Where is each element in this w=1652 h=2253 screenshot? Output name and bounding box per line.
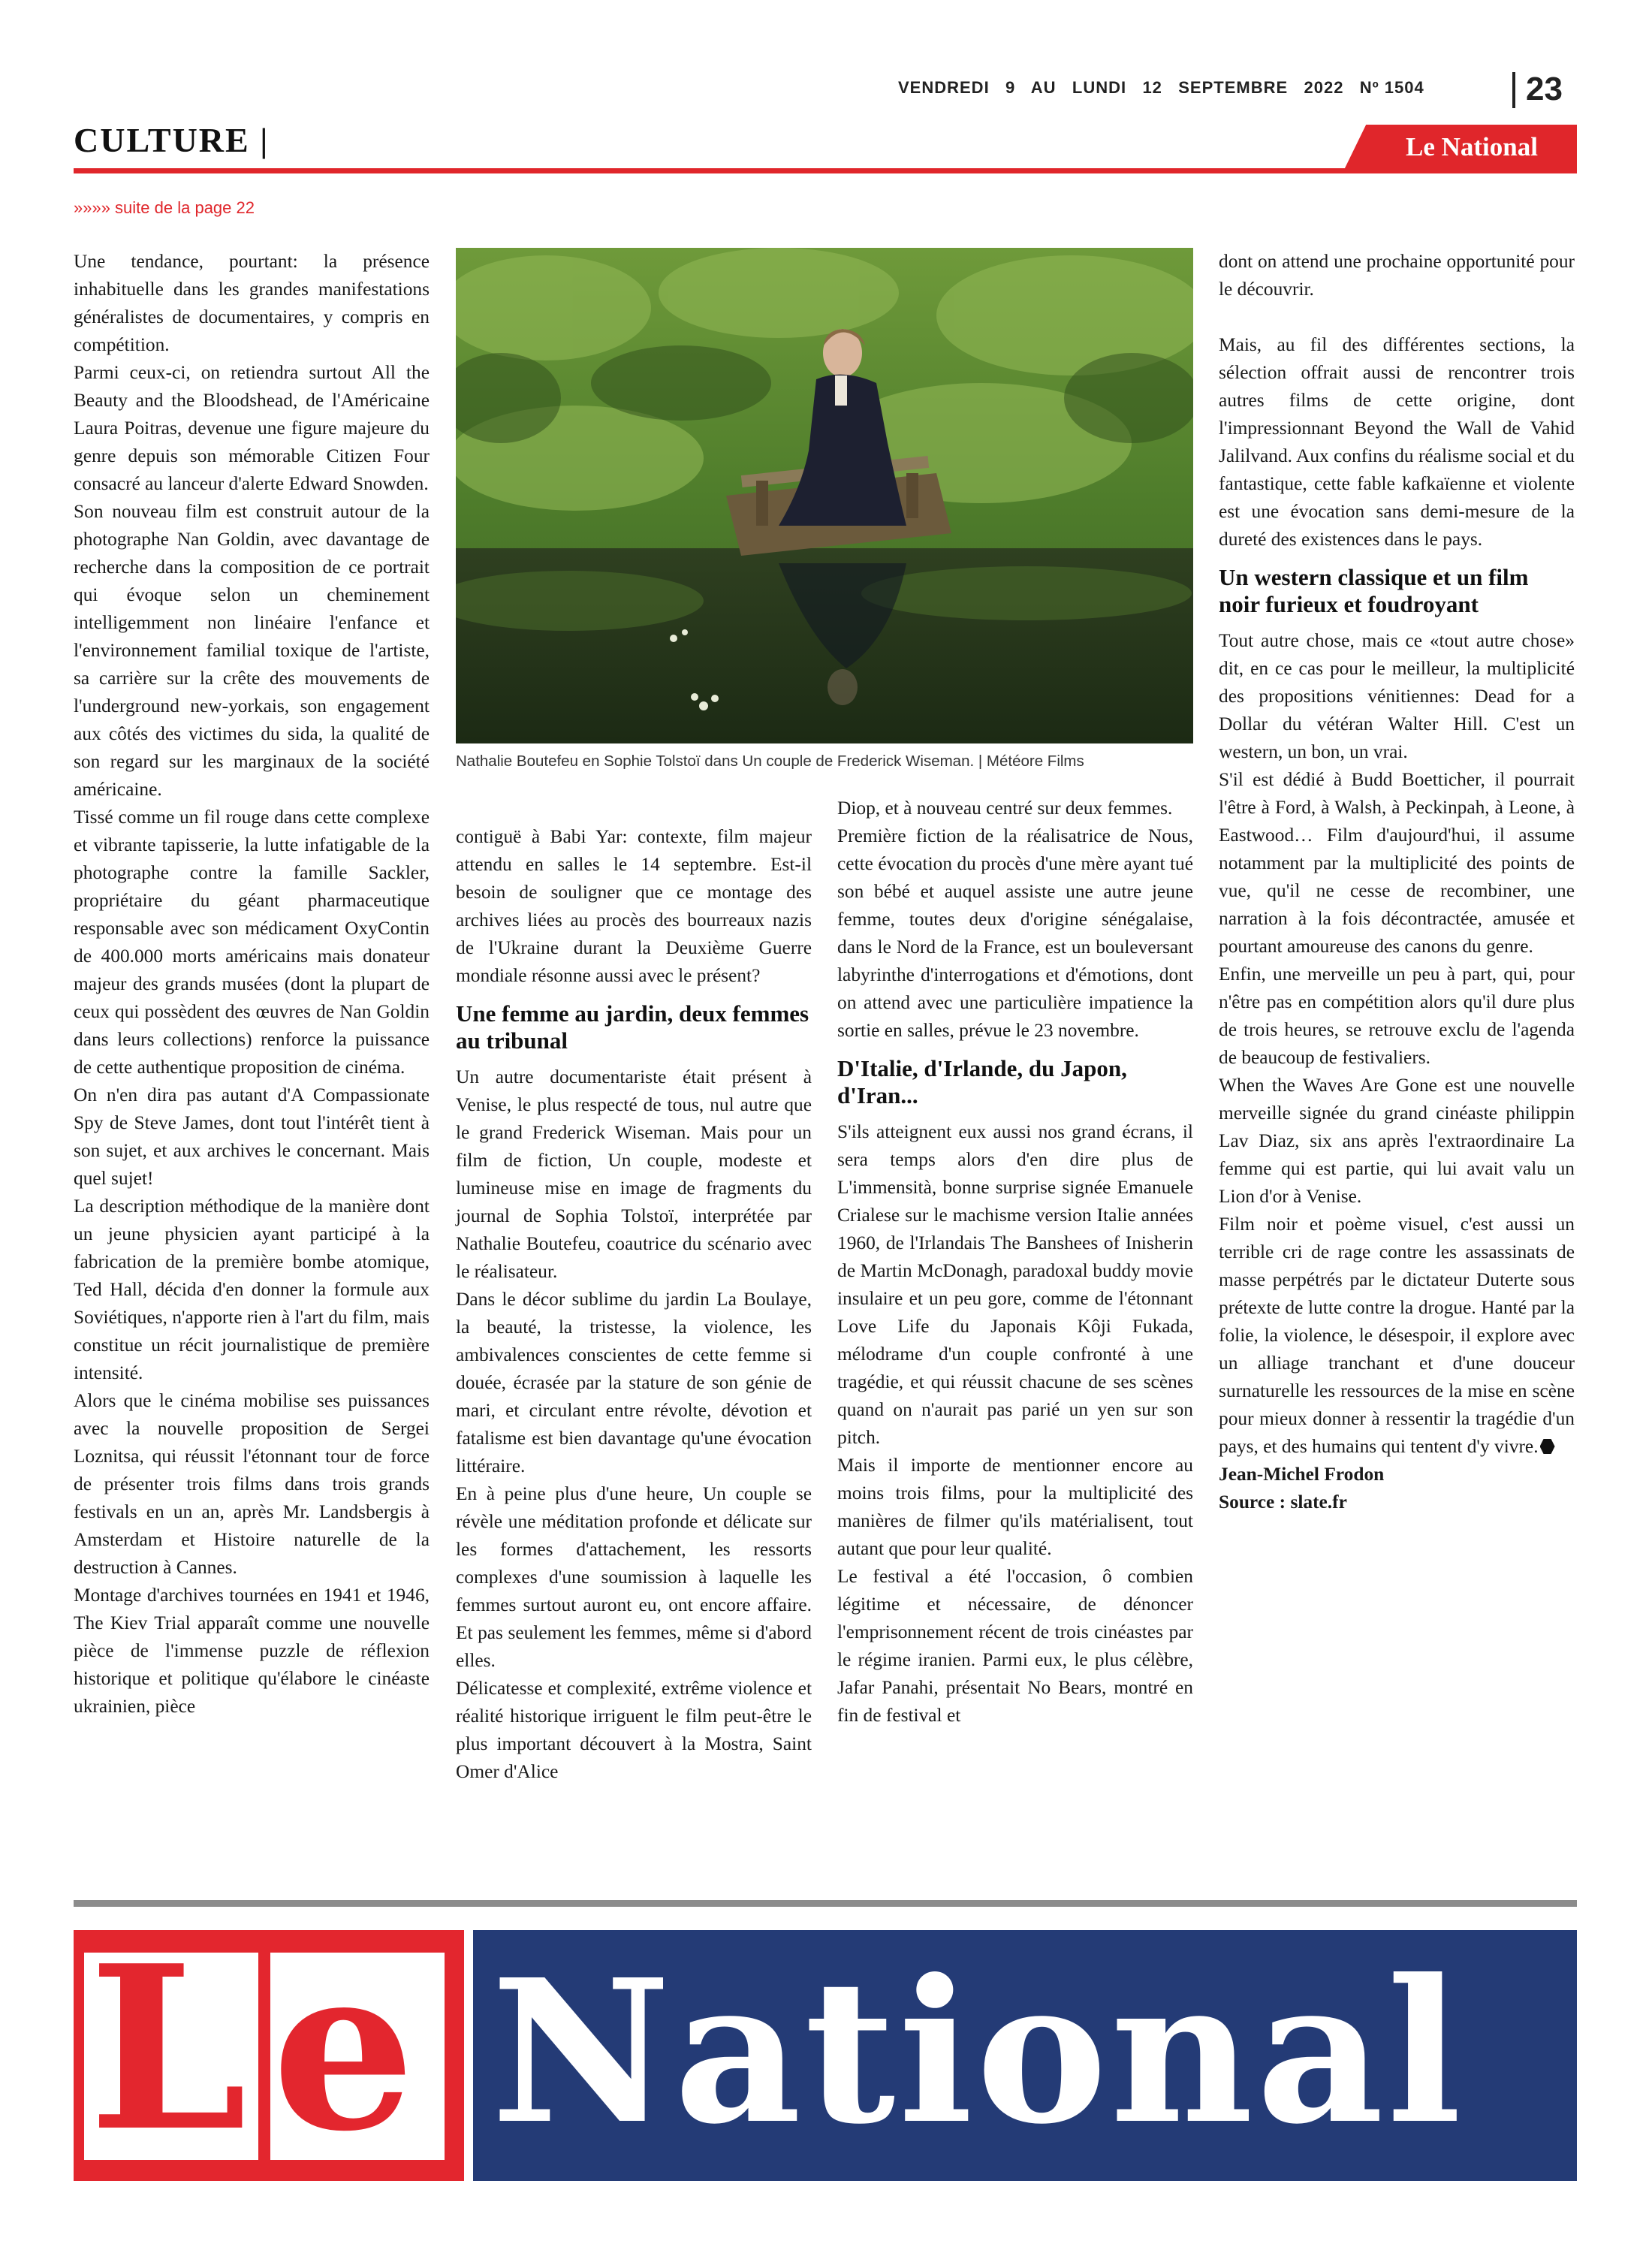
paragraph: La description méthodique de la manière dont un jeune physicien ayant participé à la fabrication de la première bombe atomique, Ted Hall, décida d'en donner la formule aux Soviétiques, n'apporte rien à l'art du film, mais constitue un récit journalistique de première intensité. [74,1196,430,1383]
footer-rule [74,1900,1577,1907]
continued-from-link[interactable]: »»»» suite de la page 22 [74,198,255,217]
logo-word-national: National [491,1936,1465,2167]
paragraph: S'ils atteignent eux aussi nos grand écrans, il sera temps alors d'en dire plus de L'immensità, bonne surprise signée Emanuele Crialese sur le machisme version Italie années 1960, de l'Irlandais The Banshees of Inisherin de Martin McDonagh, paradoxal buddy movie insulaire et un peu gore, comme de l'étonnant Love Life du Japonais Kôji Fukada, mélodrame d'un couple confronté à une tragédie, et qui réussit chacune de ses scènes quand on n'aurait pas parié un yen sur son pitch. [837,1121,1193,1448]
paragraph: Parmi ceux-ci, on retiendra surtout All the Beauty and the Bloodshead, de l'Américaine Laura Poitras, devenue une figure majeure du genre depuis son mémorable Citizen Four consacré au lanceur d'alerte Edward Snowden. [74,362,430,494]
paragraph: Montage d'archives tournées en 1941 et 1946, The Kiev Trial apparaît comme une nouvelle pièce de l'immense puzzle de réflexion historique et politique qu'élabore le cinéaste ukrainien, pièce [74,1585,430,1717]
page-number-divider [1512,72,1515,108]
article-photo [456,248,1193,743]
article-column-4 [1219,248,1575,1516]
paragraph: Première fiction de la réalisatrice de Nous, cette évocation du procès d'une mère ayant tué son bébé et auquel assiste une autre jeune femme, toutes deux d'origine sénégalaise, dans le Nord de la France, est un bouleversant labyrinthe d'interrogations et d'émotions, dont on attend avec une particulière impatience la sortie en salles, prévue le 23 novembre. [837,825,1193,1041]
section-title: CULTURE | [74,121,270,159]
subheading: D'Italie, d'Irlande, du Japon, d'Iran... [837,1055,1127,1108]
final-paragraph-text: Film noir et poème visuel, c'est aussi un terrible cri de rage contre les assassinats de masse perpétrés par le dictateur Duterte sous prétexte de lutte contre la drogue. Hanté par la folie, la violence, le désespoir, il explore avec un alliage tranchant et d'une douceur surnaturelle les ressources de la mise en scène pour mieux donner à ressentir la tragédie d'un pays, et des humains qui tentent d'y vivre. [1219,1214,1575,1457]
logo-letter-l: L [89,1916,247,2181]
spacer [1219,303,1575,331]
paragraph: Le festival a été l'occasion, ô combien légitime et nécessaire, de dénoncer l'emprisonnement récent de trois cinéastes par le régime iranien. Parmi eux, le plus célèbre, Jafar Panahi, présentait No Bears, montré en fin de festival et [837,1566,1193,1726]
paragraph: contiguë à Babi Yar: contexte, film majeur attendu en salles le 14 septembre. Est-il besoin de souligner que ce montage des archives liées au procès des bourreaux nazis de l'Ukraine durant la Deuxième Guerre mondiale résonne aussi avec le présent? [456,826,812,986]
paragraph: On n'en dira pas autant d'A Compassionate Spy de Steve James, dont tout l'intérêt tient à son sujet, et aux archives le concernant. Mais quel sujet! [74,1084,430,1189]
paragraph: En à peine plus d'une heure, Un couple se révèle une méditation profonde et délicate sur les formes d'attachement, les ressorts complexes d'une soumission à laquelle les femmes surtout auront eu, ont encore affaire. Et pas seulement les femmes, même si d'abord elles. [456,1483,812,1671]
paragraph: Délicatesse et complexité, extrême violence et réalité historique irriguent le film peut-être le plus important découvert à la Mostra, Saint Omer d'Alice [456,1678,812,1782]
paragraph: Enfin, une merveille un peu à part, qui, pour n'être pas en compétition alors qu'il dure plus de trois heures, se retrouve exclu de l'agenda de beaucoup de festivaliers. [1219,964,1575,1068]
paragraph: Tout autre chose, mais ce «tout autre chose» dit, en ce cas pour le meilleur, la multiplicité des propositions vénitiennes: Dead for a Dollar du vétéran Walter Hill. C'est un western, un bon, un vrai. [1219,630,1575,762]
photo-caption: Nathalie Boutefeu en Sophie Tolstoï dans Un couple de Frederick Wiseman. | Météore Films [456,753,1084,770]
paragraph: Un autre documentariste était présent à Venise, le plus respecté de tous, nul autre que le grand Frederick Wiseman. Mais pour un film de fiction, Un couple, modeste et lumineuse mise en image de fragments du journal de Sophia Tolstoï, interprétée par Nathalie Boutefeu, coautrice du scénario avec le réalisateur. [456,1066,812,1282]
article-column-1 [74,248,430,1721]
paragraph: Dans le décor sublime du jardin La Boulaye, la beauté, la tristesse, la violence, les ambivalences conscientes de cette femme si douée, écrasée par la stature de son génie de mari, et circulant entre révolte, dévotion et fatalisme est bien davantage qu'une évocation littéraire. [456,1289,812,1476]
author-byline: Jean-Michel Frodon [1219,1464,1385,1485]
end-of-article-icon [1540,1439,1555,1454]
paragraph: Tissé comme un fil rouge dans cette complexe et vibrante tapisserie, la lutte infatigable de la photographe contre la famille Sackler, propriétaire du géant pharmaceutique responsable avec son médicament OxyContin de 400.000 morts américains mais donateur majeur des grands musées (dont la plupart de ceux qui possèdent des œuvres de Nan Goldin dans leurs collections) renforce la puissance de cette authentique proposition de cinéma. [74,807,430,1078]
logo-letter-e: e [272,1916,415,2181]
brand-name: Le National [1406,132,1538,161]
paragraph [1219,1211,1575,1461]
paragraph: When the Waves Are Gone est une nouvelle merveille signée du grand cinéaste philippin Lav Diaz, six ans après l'extraordinaire La femme qui est partie, qui lui avait valu un Lion d'or à Venise. [1219,1075,1575,1207]
paragraph: Mais, au fil des différentes sections, la sélection offrait aussi de rencontrer trois autres films de cette origine, dont l'impressionnant Beyond the Wall de Vahid Jalilvand. Aux confins du réalisme social et du fantastique, cette fable kafkaïenne et violente est une évocation sans demi-mesure de la dureté des existences dans le pays. [1219,334,1575,550]
dateline: VENDREDI 9 AU LUNDI 12 SEPTEMBRE 2022 Nº 1504 [898,78,1424,97]
paragraph: Une tendance, pourtant: la présence inhabituelle dans les grandes manifestations généralistes de documentaires, y compris en compétition. [74,251,430,355]
paragraph: S'il est dédié à Budd Boetticher, il pourrait l'être à Ford, à Walsh, à Peckinpah, à Leone, à Eastwood… Film d'aujourd'hui, il assume notamment par la multiplicité des points de vue, qu'il ne cesse de recombiner, une narration à la fois décontractée, amusée et pourtant amoureuse des canons du genre. [1219,769,1575,957]
page-number: 23 [1526,71,1563,107]
paragraph: Alors que le cinéma mobilise ses puissances avec la nouvelle proposition de Sergei Loznitsa, qui réussit l'étonnant tour de force de présenter trois films dans trois grands festivals en un an, après Mr. Landsbergis à Amsterdam et Histoire naturelle de la destruction à Cannes. [74,1390,430,1578]
paragraph: Son nouveau film est construit autour de la photographe Nan Goldin, avec davantage de recherche dans la composition de ce portrait qui évoque selon un cheminement intelligemment non linéaire l'enfance et l'environnement familial toxique de l'artiste, sa carrière sur la crête des mouvements de l'underground new-yorkais, son engagement aux côtés des victimes du sida, la qualité de son regard sur les marginaux de la société américaine. [74,501,430,800]
garden-scene-image [456,248,1193,743]
paragraph: dont on attend une prochaine opportunité pour le découvrir. [1219,251,1575,300]
paragraph: Diop, et à nouveau centré sur deux femmes. [837,798,1173,819]
source-credit: Source : slate.fr [1219,1491,1347,1513]
subheading: Un western classique et un film noir furieux et foudroyant [1219,564,1529,617]
subheading: Une femme au jardin, deux femmes au tribunal [456,1000,809,1054]
article-column-2 [456,823,812,1786]
header-rule [74,168,1577,173]
article-column-3 [837,795,1193,1730]
paragraph: Mais il importe de mentionner encore au moins trois films, pour la multiplicité des manières de filmer qu'ils matérialisent, tout autant que pour leur qualité. [837,1455,1193,1559]
